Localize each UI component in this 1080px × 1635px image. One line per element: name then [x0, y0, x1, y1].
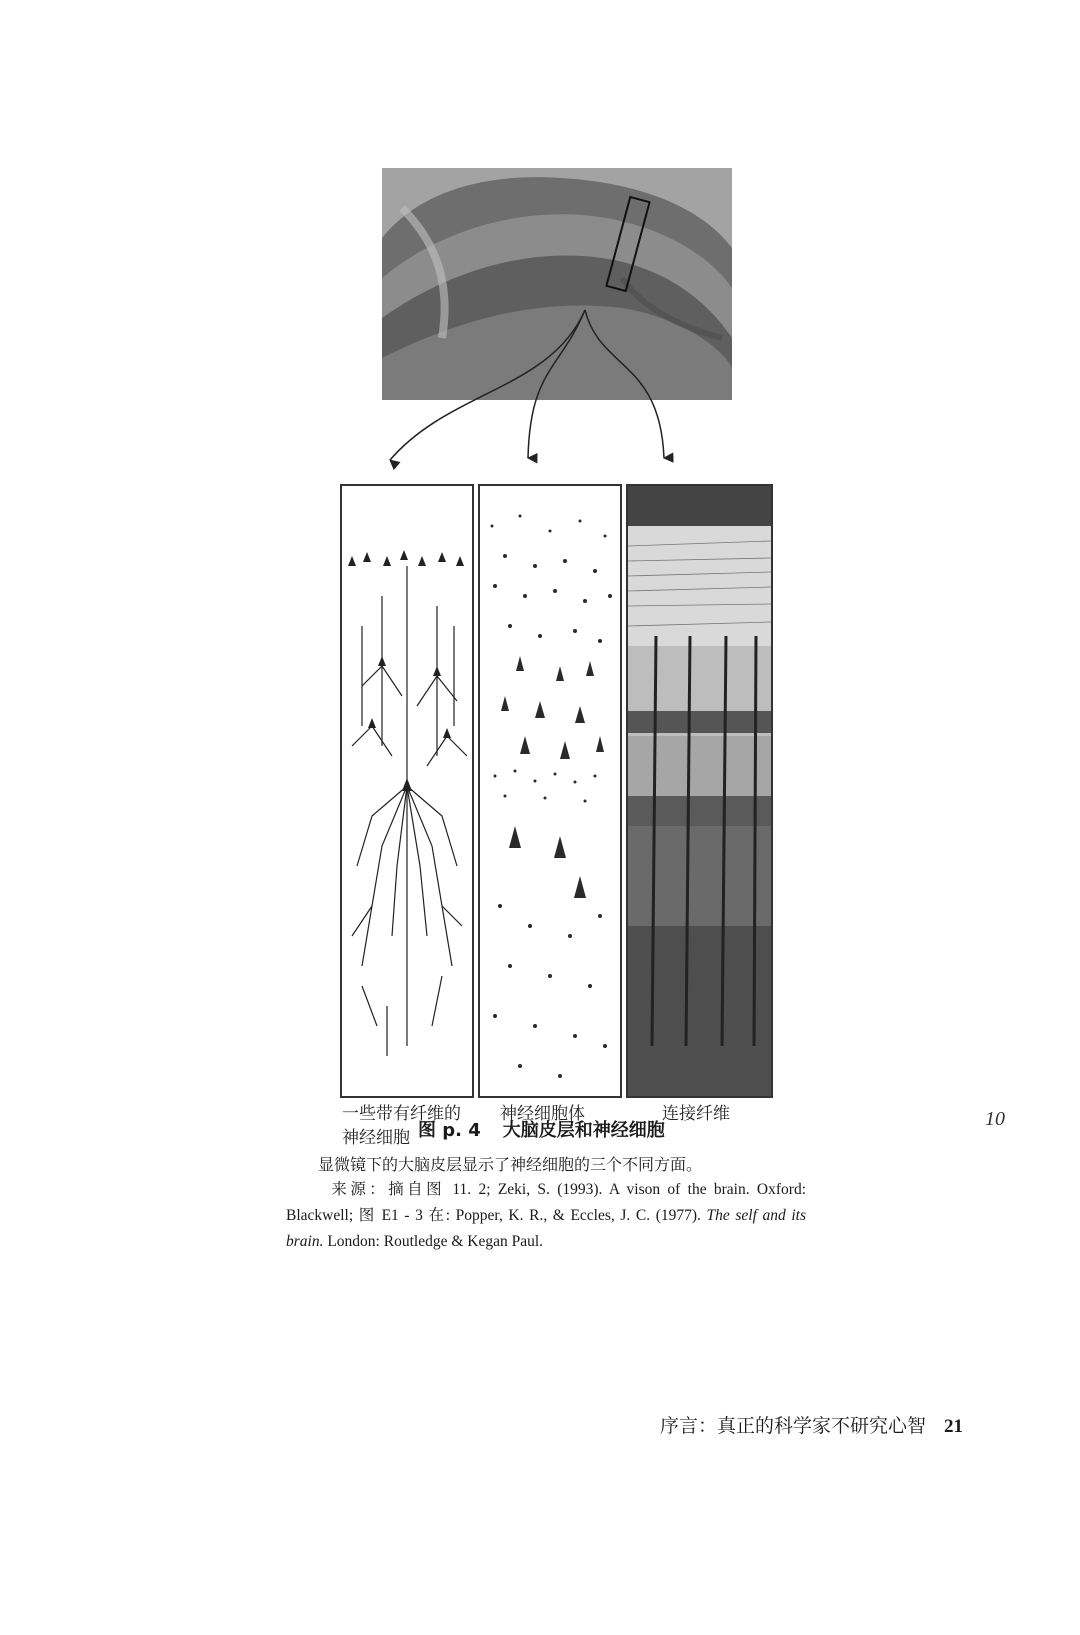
- panel-neurons-with-fibers: [340, 484, 474, 1098]
- page-number: 21: [944, 1416, 964, 1437]
- panel-cell-bodies: [478, 484, 622, 1098]
- label-neurons-with-fibers: 一些带有纤维的神经细胞: [342, 1104, 461, 1148]
- figure-caption-title: [418, 1116, 665, 1142]
- figure-description: 显微镜下的大脑皮层显示了神经细胞的三个不同方面。: [318, 1155, 703, 1174]
- figure-title: 大脑皮层和神经细胞: [502, 1120, 665, 1141]
- figure-number: 图 p. 4: [418, 1120, 481, 1141]
- cell-bodies-drawing: [480, 486, 620, 1096]
- fibers-drawing: [628, 486, 771, 1096]
- panel-connecting-fibers: [626, 484, 773, 1098]
- cortex-micrograph-image: [382, 168, 732, 400]
- running-title: 序言：真正的科学家不研究心智: [660, 1415, 927, 1437]
- neurons-drawing: [342, 486, 472, 1096]
- source-book-title: The self and its brain.: [286, 1207, 806, 1250]
- label-cell-bodies: 神经细胞体: [500, 1104, 585, 1124]
- cortex-micrograph: [382, 168, 732, 400]
- figure: [330, 160, 790, 1148]
- source-citation: 摘自图 11. 2; Zeki, S. (1993). A vison of the brain. Oxford: Blackwell; 图 E1 - 3 在: Popper, K. R., & Eccles, J. C. (1977).: [286, 1181, 806, 1224]
- figure-source: [286, 1177, 806, 1255]
- margin-number: 10: [985, 1108, 1005, 1130]
- page-footer: [660, 1411, 963, 1438]
- source-label: 来源：: [328, 1181, 389, 1198]
- label-connecting-fibers: 连接纤维: [662, 1104, 730, 1124]
- source-publisher: London: Routledge & Kegan Paul.: [327, 1233, 544, 1250]
